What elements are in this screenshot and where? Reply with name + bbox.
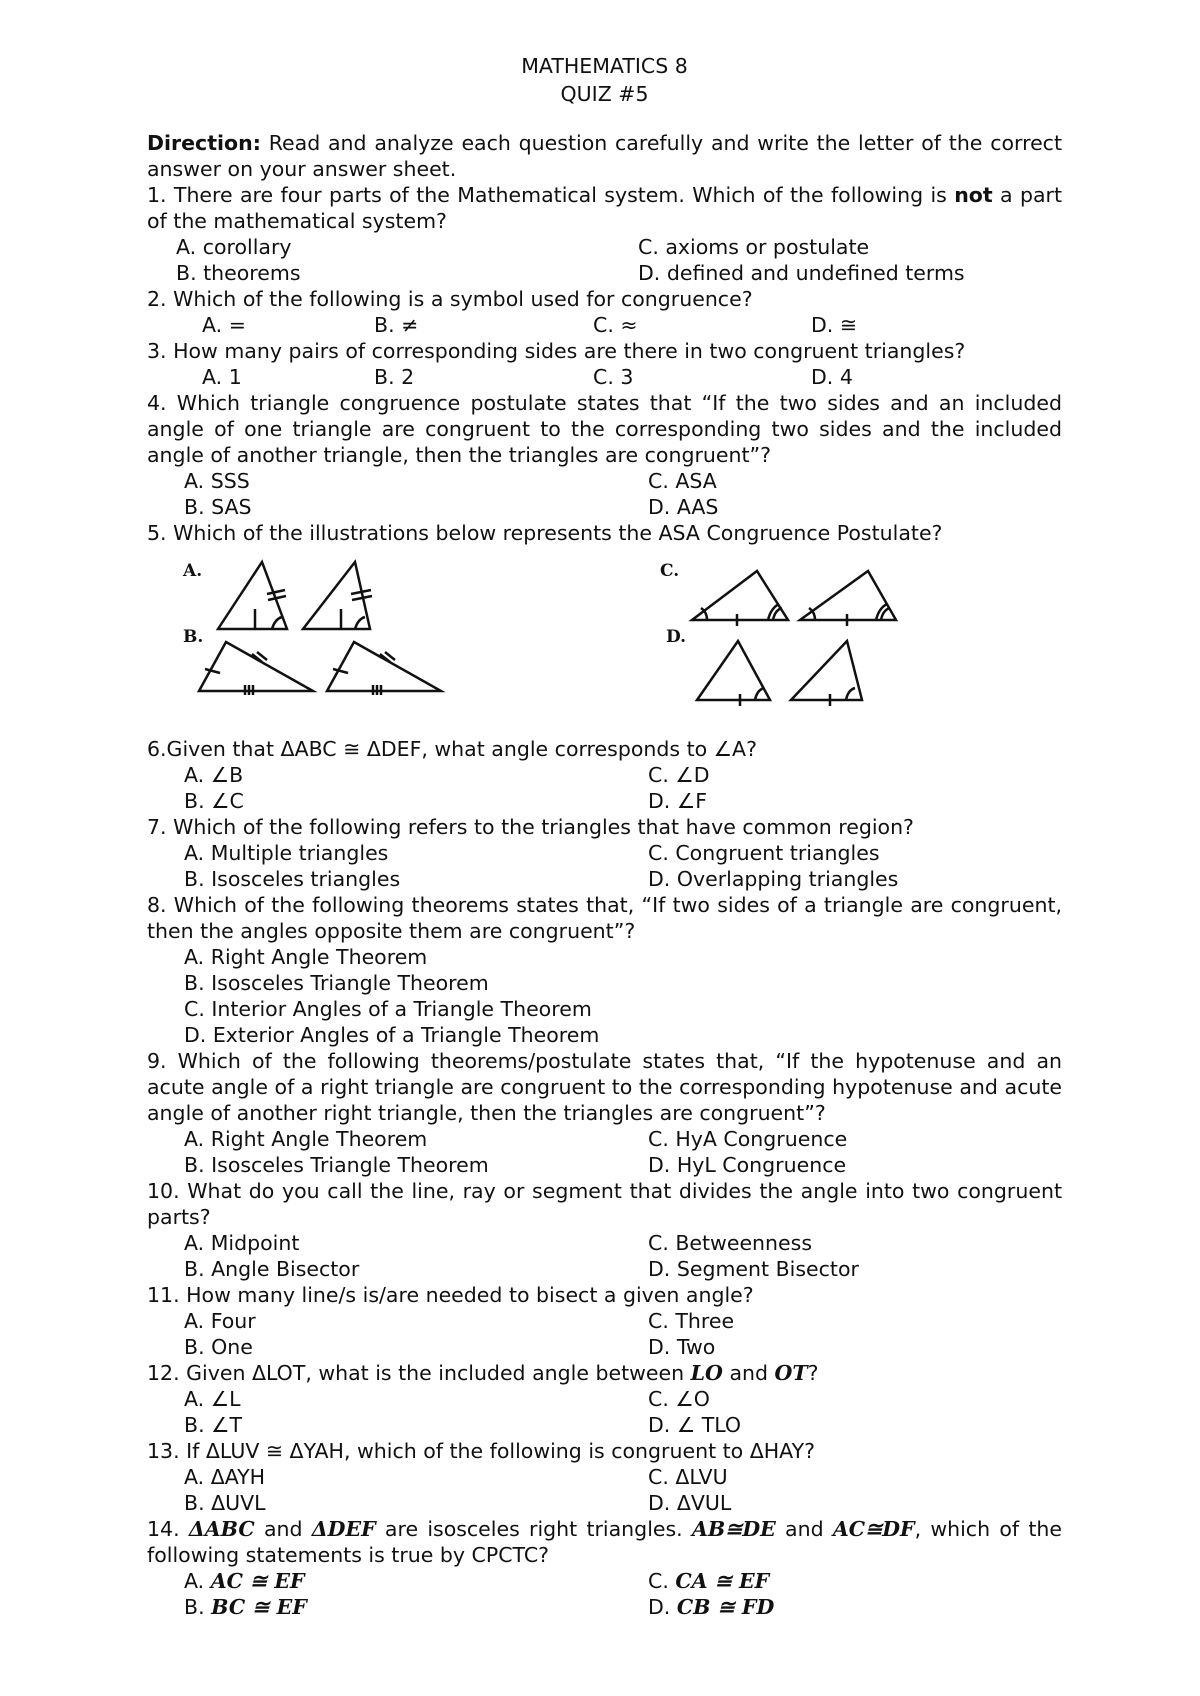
- q14-stem-part: and: [254, 1517, 312, 1541]
- q4-option-b: B. SAS: [184, 495, 252, 519]
- q9-option-d: D. HyL Congruence: [648, 1153, 847, 1177]
- q6-option-a: A. ∠B: [184, 763, 244, 787]
- q10-option-c: C. Betweenness: [648, 1231, 813, 1255]
- q14-option-c-value: CA ≅ EF: [675, 1569, 770, 1593]
- q6-option-c: C. ∠D: [648, 763, 710, 787]
- question-2-stem: 2. Which of the following is a symbol used for congruence?: [147, 287, 753, 311]
- q12-stem-part: ?: [807, 1361, 819, 1385]
- q7-option-b: B. Isosceles triangles: [184, 867, 401, 891]
- q8-option-d: D. Exterior Angles of a Triangle Theorem: [184, 1023, 600, 1047]
- figure-d-triangles: [697, 641, 862, 706]
- q8-option-c: C. Interior Angles of a Triangle Theorem: [184, 997, 592, 1021]
- question-11-stem: 11. How many line/s is/are needed to bisect a given angle?: [147, 1283, 754, 1307]
- q13-option-b: B. ΔUVL: [184, 1491, 266, 1515]
- q14-option-d-letter: D.: [648, 1595, 677, 1619]
- q14-stem-part: and: [775, 1517, 833, 1541]
- direction-paragraph: [147, 130, 1062, 182]
- question-5-stem: 5. Which of the illustrations below represents the ASA Congruence Postulate?: [147, 521, 943, 545]
- page-title: MATHEMATICS 8: [521, 54, 688, 78]
- q14-option-b: [147, 1594, 648, 1620]
- q7-option-d: D. Overlapping triangles: [648, 867, 899, 891]
- question-9-stem: 9. Which of the following theorems/postulate states that, “If the hypotenuse and an acute angle of a right triangle are congruent to the corresponding hypotenuse and acute angle of another right triangle, then the triangles are congruent”?: [147, 1049, 1062, 1125]
- q6-option-d: D. ∠F: [648, 789, 707, 813]
- figure-d-label: D.: [666, 627, 687, 647]
- q2-option-b: B. ≠: [374, 313, 419, 337]
- q4-option-d: D. AAS: [648, 495, 719, 519]
- q14-triangle-abc: ΔABC: [188, 1517, 255, 1541]
- q3-option-c: C. 3: [593, 365, 634, 389]
- q12-segment-ot: OT: [774, 1361, 808, 1385]
- q14-stem-part: 14.: [147, 1517, 189, 1541]
- q4-option-a: A. SSS: [184, 469, 250, 493]
- q7-option-c: C. Congruent triangles: [648, 841, 880, 865]
- direction-text: Read and analyze each question carefully and write the letter of the correct answer on your answer sheet.: [147, 131, 1062, 181]
- figure-c-triangles: [692, 571, 896, 626]
- q13-option-c: C. ΔLVU: [648, 1465, 728, 1489]
- question-13-stem: 13. If ΔLUV ≅ ΔYAH, which of the following is congruent to ΔHAY?: [147, 1439, 815, 1463]
- q14-option-d: [648, 1594, 774, 1620]
- q1-option-d: D. defined and undefined terms: [638, 261, 965, 285]
- q1-stem-part: a part of the mathematical system?: [147, 183, 1063, 233]
- question-6-stem: 6.Given that ΔABC ≅ ΔDEF, what angle corresponds to ∠A?: [147, 737, 757, 761]
- q14-congruence-ac-df: AC≅DF: [832, 1517, 915, 1541]
- q8-option-a: A. Right Angle Theorem: [184, 945, 428, 969]
- question-12-stem: [147, 1360, 1062, 1386]
- q14-option-c-letter: C.: [648, 1569, 676, 1593]
- q11-option-b: B. One: [184, 1335, 253, 1359]
- q9-option-c: C. HyA Congruence: [648, 1127, 848, 1151]
- q1-stem-part: 1. There are four parts of the Mathematical system. Which of the following is: [147, 183, 955, 207]
- figure-a-label: A.: [183, 561, 203, 581]
- q7-option-a: A. Multiple triangles: [184, 841, 389, 865]
- q12-option-d: D. ∠ TLO: [648, 1413, 742, 1437]
- q14-congruence-ab-de: AB≅DE: [691, 1517, 776, 1541]
- q2-option-c: C. ≈: [593, 313, 638, 337]
- figure-b-triangles: [199, 642, 441, 695]
- q3-option-b: B. 2: [374, 365, 415, 389]
- q9-option-a: A. Right Angle Theorem: [184, 1127, 428, 1151]
- question-7-stem: 7. Which of the following refers to the triangles that have common region?: [147, 815, 914, 839]
- q14-option-c: [648, 1568, 769, 1594]
- q12-option-b: B. ∠T: [184, 1413, 242, 1437]
- q10-option-b: B. Angle Bisector: [184, 1257, 360, 1281]
- q14-option-b-letter: B.: [184, 1595, 212, 1619]
- q14-triangle-def: ΔDEF: [311, 1517, 376, 1541]
- q1-option-c: C. axioms or postulate: [638, 235, 870, 259]
- q9-option-b: B. Isosceles Triangle Theorem: [184, 1153, 489, 1177]
- q12-stem-part: and: [722, 1361, 775, 1385]
- q2-option-a: A. =: [202, 313, 246, 337]
- page-subtitle: QUIZ #5: [560, 82, 649, 106]
- q1-option-b: B. theorems: [176, 261, 301, 285]
- q11-option-d: D. Two: [648, 1335, 716, 1359]
- question-8-stem: 8. Which of the following theorems states that, “If two sides of a triangle are congruent, then the angles opposite them are congruent”?: [147, 893, 1062, 943]
- q3-option-d: D. 4: [811, 365, 853, 389]
- q11-option-a: A. Four: [184, 1309, 256, 1333]
- q10-option-d: D. Segment Bisector: [648, 1257, 859, 1281]
- question-1-stem: [147, 182, 1062, 234]
- q14-option-a: [147, 1568, 648, 1594]
- q8-option-b: B. Isosceles Triangle Theorem: [184, 971, 489, 995]
- q11-option-c: C. Three: [648, 1309, 735, 1333]
- q6-option-b: B. ∠C: [184, 789, 244, 813]
- q1-emphasis: not: [954, 183, 993, 207]
- q12-stem-part: 12. Given ΔLOT, what is the included angle between: [147, 1361, 691, 1385]
- question-14-stem: [147, 1516, 1062, 1568]
- q10-option-a: A. Midpoint: [184, 1231, 300, 1255]
- q4-option-c: C. ASA: [648, 469, 717, 493]
- q14-stem-part: are isosceles right triangles.: [375, 1517, 692, 1541]
- q3-option-a: A. 1: [202, 365, 242, 389]
- q14-option-b-value: BC ≅ EF: [211, 1595, 307, 1619]
- direction-label: Direction:: [147, 131, 261, 155]
- figure-b-label: B.: [183, 627, 204, 647]
- q2-option-d: D. ≅: [811, 313, 857, 337]
- q5-triangle-illustrations: [147, 550, 1062, 728]
- q12-option-a: A. ∠L: [184, 1387, 241, 1411]
- q14-option-a-letter: A.: [184, 1569, 211, 1593]
- q14-stem-part: , which of the following statements is true by CPCTC?: [147, 1517, 1062, 1567]
- triangle-figures: [0, 550, 1200, 728]
- q12-option-c: C. ∠O: [648, 1387, 710, 1411]
- quiz-page: [147, 52, 1062, 1620]
- q14-option-d-value: CB ≅ FD: [676, 1595, 775, 1619]
- question-10-stem: 10. What do you call the line, ray or segment that divides the angle into two congruent parts?: [147, 1179, 1062, 1229]
- figure-c-label: C.: [660, 561, 680, 581]
- q14-option-a-value: AC ≅ EF: [210, 1569, 305, 1593]
- q13-option-a: A. ΔAYH: [184, 1465, 266, 1489]
- question-3-stem: 3. How many pairs of corresponding sides are there in two congruent triangles?: [147, 339, 966, 363]
- q12-segment-lo: LO: [690, 1361, 723, 1385]
- q1-option-a: A. corollary: [176, 235, 292, 259]
- question-4-stem: 4. Which triangle congruence postulate states that “If the two sides and an included angle of one triangle are congruent to the corresponding two sides and the included angle of another triangle, then the triangles are congruent”?: [147, 391, 1062, 467]
- figure-a-triangles: [218, 562, 372, 629]
- q13-option-d: D. ΔVUL: [648, 1491, 732, 1515]
